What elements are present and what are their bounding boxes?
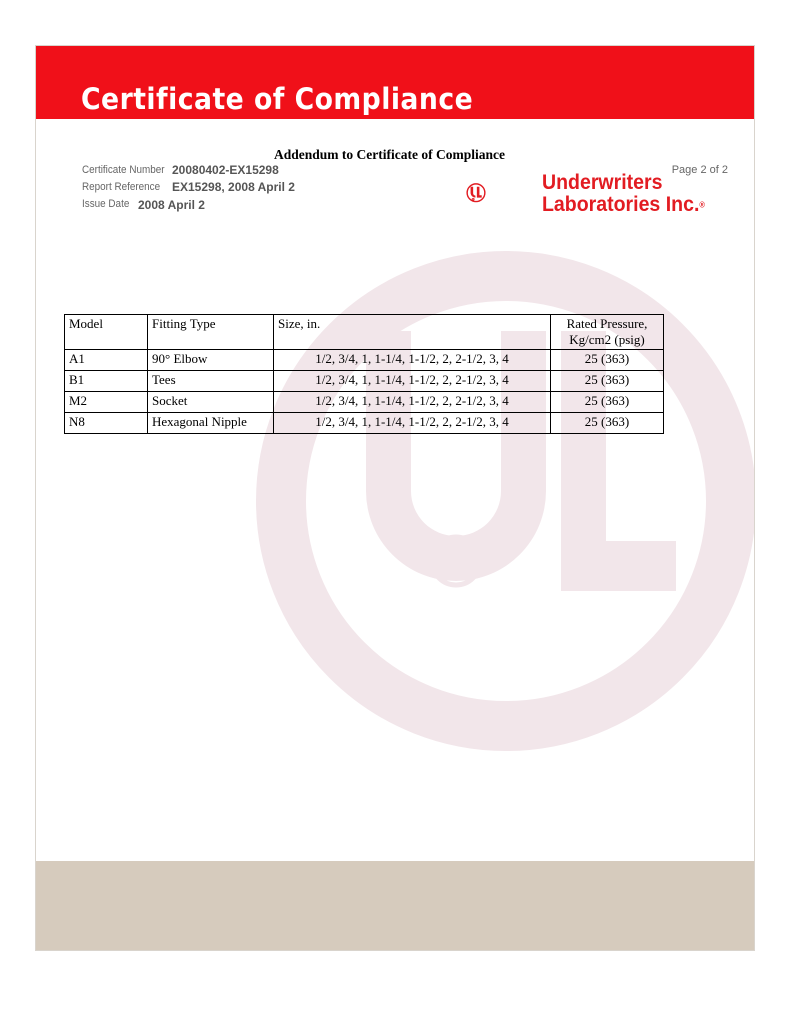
certificate-number-value: 20080402-EX15298 (172, 163, 279, 177)
ul-wordmark-line2: Laboratories Inc. (542, 193, 700, 216)
cell-model: N8 (65, 413, 148, 434)
cell-size: 1/2, 3/4, 1, 1-1/4, 1-1/2, 2, 2-1/2, 3, 4 (274, 371, 551, 392)
cell-rated-pressure: 25 (363) (551, 350, 664, 371)
ul-wordmark-line1: Underwriters (542, 171, 663, 194)
column-header-rated-pressure (551, 315, 664, 350)
cell-model: B1 (65, 371, 148, 392)
issue-date-label: Issue Date (82, 198, 130, 210)
certificate-number-label: Certificate Number (82, 164, 165, 176)
ul-wordmark (542, 172, 705, 216)
certificate-page (35, 45, 755, 951)
report-reference-value: EX15298, 2008 April 2 (172, 180, 295, 194)
column-header-model: Model (65, 315, 148, 350)
header-band (36, 46, 754, 119)
cell-fitting-type: Socket (148, 392, 274, 413)
ul-logo (466, 158, 536, 228)
wordmark-registered-mark: ® (699, 200, 705, 210)
cell-fitting-type: 90° Elbow (148, 350, 274, 371)
table-row (65, 413, 664, 434)
table-row (65, 371, 664, 392)
cell-size: 1/2, 3/4, 1, 1-1/4, 1-1/2, 2, 2-1/2, 3, 4 (274, 413, 551, 434)
cell-fitting-type: Hexagonal Nipple (148, 413, 274, 434)
cell-model: A1 (65, 350, 148, 371)
cell-rated-pressure: 25 (363) (551, 413, 664, 434)
column-header-size: Size, in. (274, 315, 551, 350)
cell-model: M2 (65, 392, 148, 413)
rated-pressure-line2: Kg/cm2 (psig) (569, 332, 645, 347)
report-reference-row (82, 180, 295, 194)
table-row (65, 350, 664, 371)
addendum-title: Addendum to Certificate of Compliance (274, 147, 505, 162)
cell-rated-pressure: 25 (363) (551, 392, 664, 413)
page-title: Certificate of Compliance (81, 82, 474, 116)
page-number: Page 2 of 2 (671, 164, 728, 176)
issue-date-value: 2008 April 2 (138, 198, 205, 212)
cell-size: 1/2, 3/4, 1, 1-1/4, 1-1/2, 2, 2-1/2, 3, 4 (274, 350, 551, 371)
report-reference-label: Report Reference (82, 181, 161, 193)
table-row (65, 392, 664, 413)
cell-size: 1/2, 3/4, 1, 1-1/4, 1-1/2, 2, 2-1/2, 3, 4 (274, 392, 551, 413)
rated-pressure-line1: Rated Pressure, (566, 316, 648, 331)
cell-fitting-type: Tees (148, 371, 274, 392)
footer-band (36, 861, 754, 950)
logo-registered-mark: ® (472, 199, 474, 202)
issue-date-row (82, 198, 205, 212)
fittings-table (64, 314, 664, 434)
table-header-row (65, 315, 664, 350)
certificate-number-row (82, 163, 279, 177)
cell-rated-pressure: 25 (363) (551, 371, 664, 392)
column-header-fitting-type: Fitting Type (148, 315, 274, 350)
